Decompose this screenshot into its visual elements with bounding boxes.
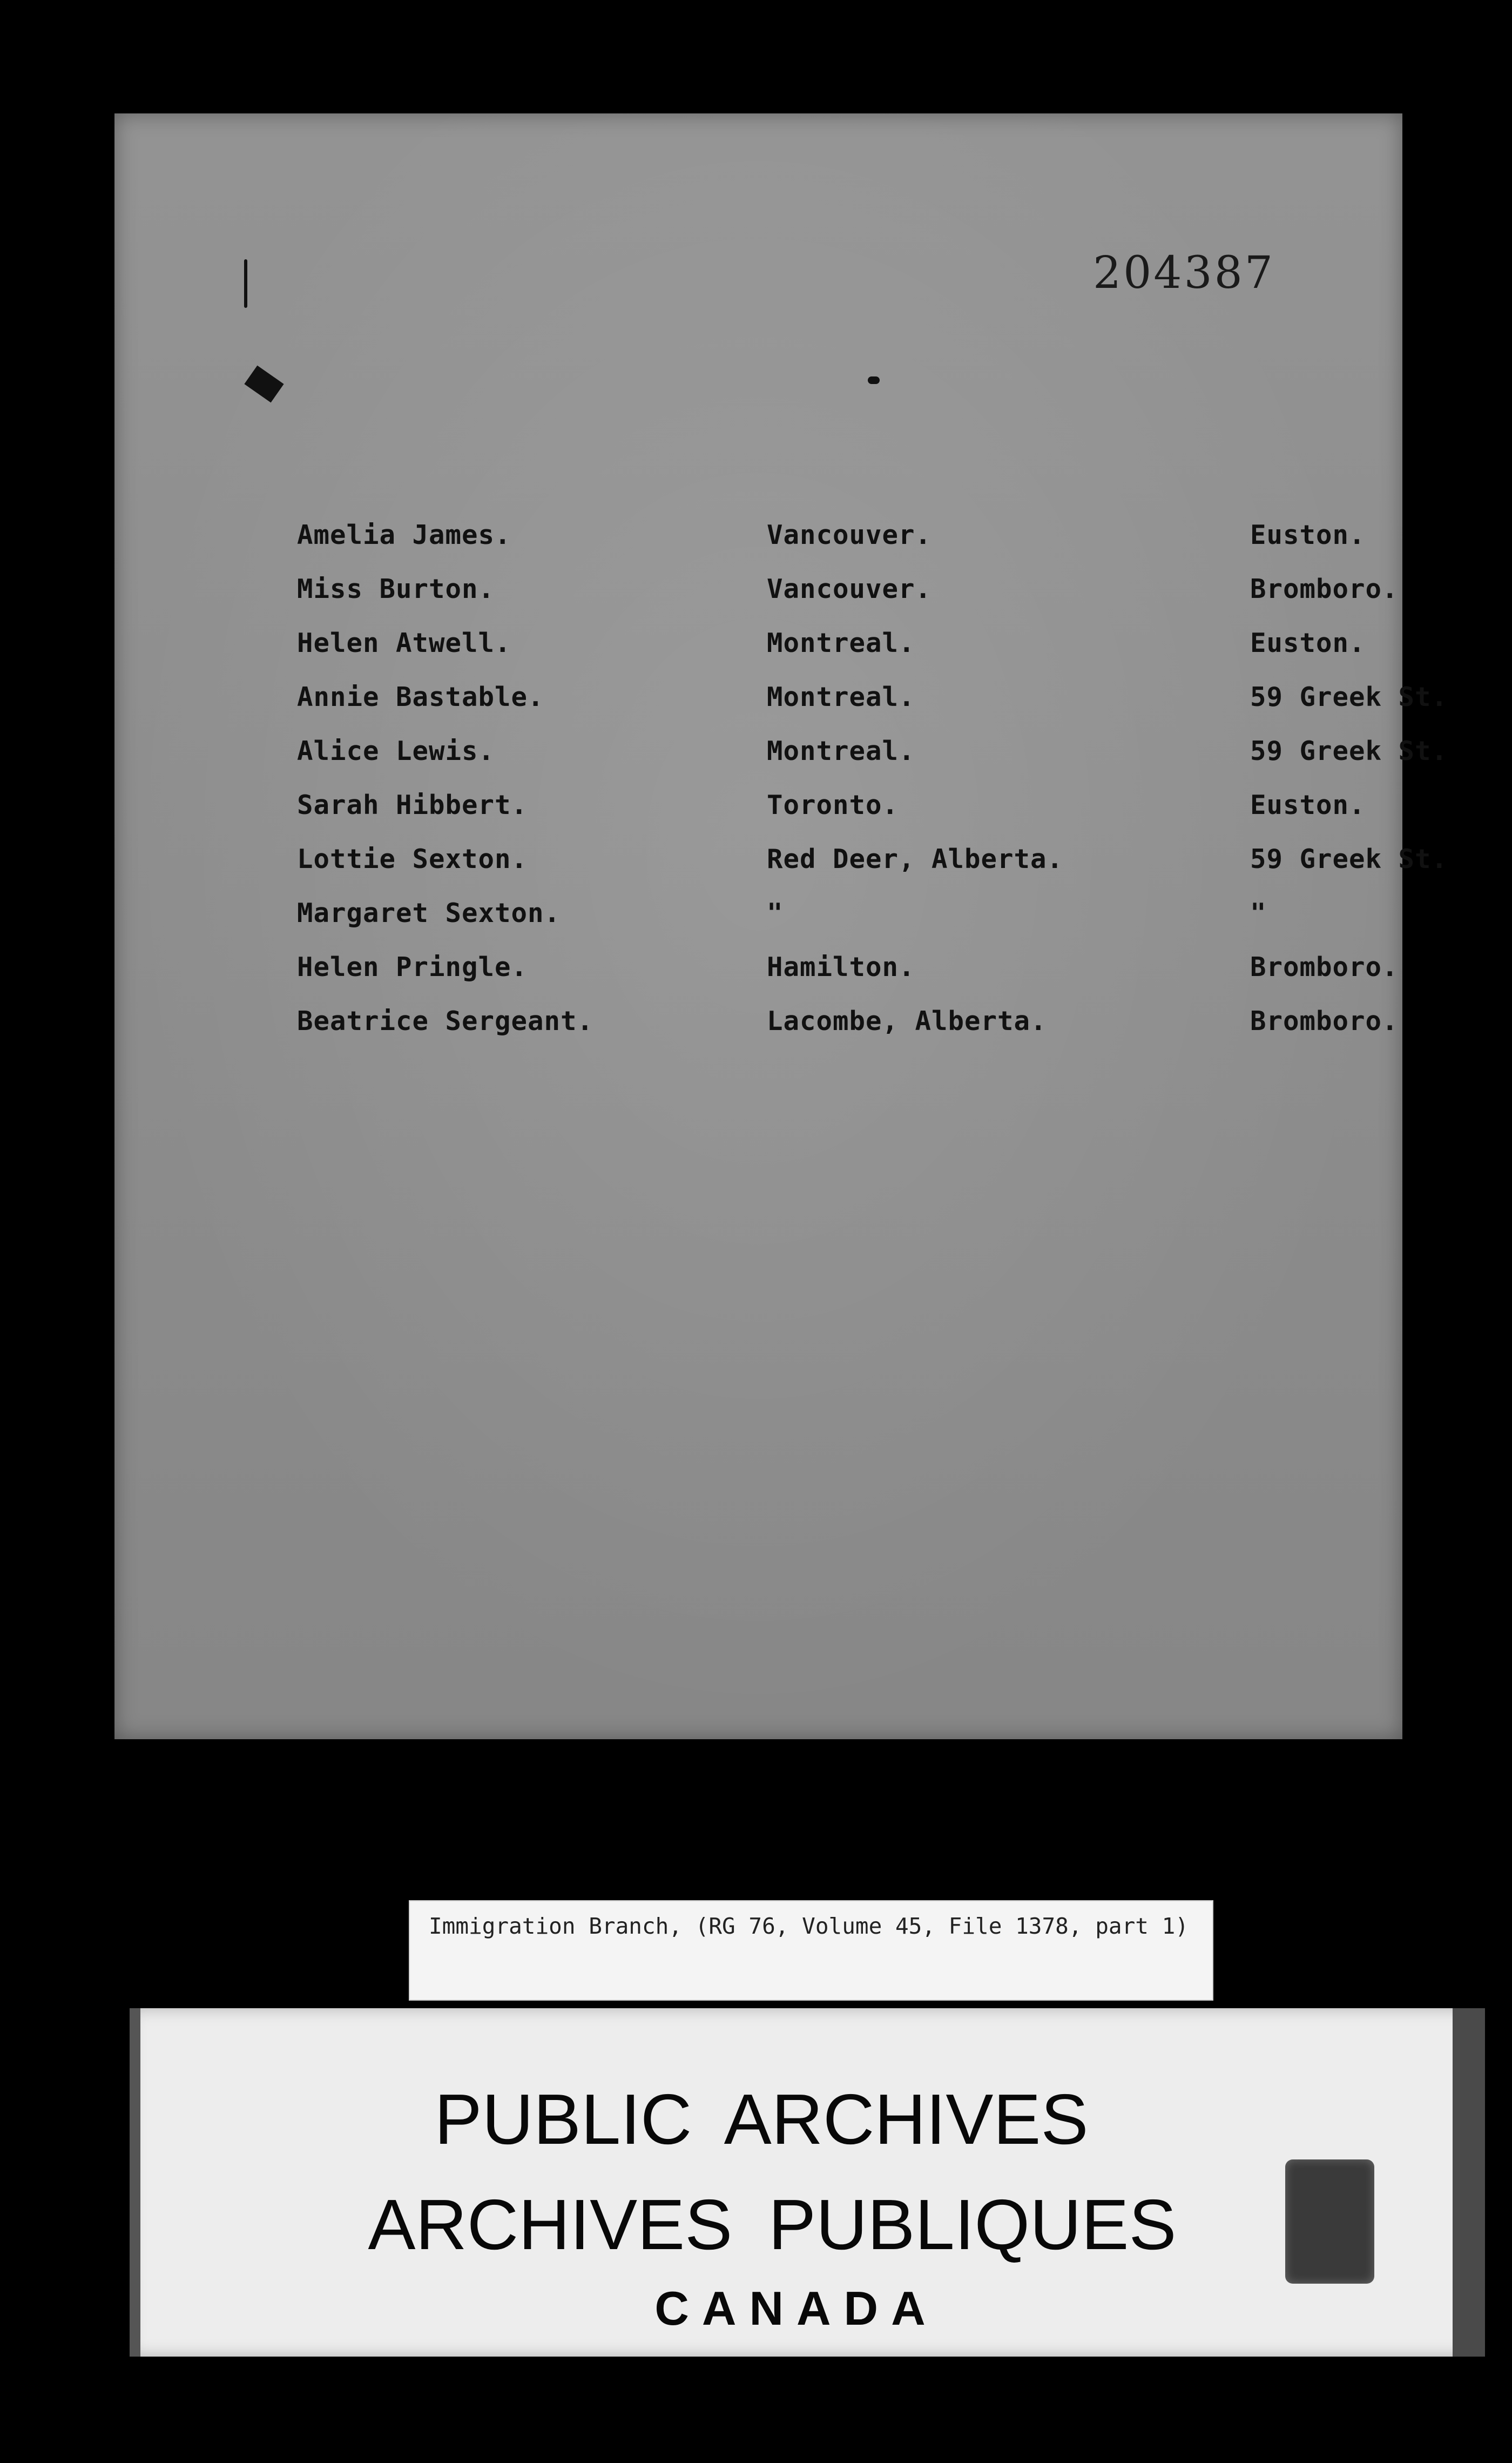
destination-city: Vancouver.	[767, 573, 932, 604]
table-row	[297, 994, 1458, 1048]
destination-city: Montreal.	[767, 735, 915, 766]
names-table	[297, 508, 1458, 1048]
archive-stamp	[130, 2008, 1485, 2357]
passenger-name: Alice Lewis.	[297, 735, 495, 766]
stamp-line-country: CANADA	[654, 2282, 939, 2335]
stamp-edge	[130, 2008, 140, 2357]
stamp-line-english: PUBLIC ARCHIVES	[434, 2080, 1089, 2159]
table-row	[297, 562, 1458, 616]
table-row	[297, 778, 1458, 832]
origin-address: Euston.	[1250, 519, 1366, 550]
table-row	[297, 616, 1458, 670]
table-row	[297, 670, 1458, 724]
destination-city: Red Deer, Alberta.	[767, 843, 1064, 874]
ink-mark	[244, 366, 284, 403]
destination-city: Lacombe, Alberta.	[767, 1005, 1047, 1037]
origin-address: 59 Greek St.	[1250, 681, 1448, 712]
destination-city: Toronto.	[767, 789, 899, 820]
stamp-line-french: ARCHIVES PUBLIQUES	[368, 2185, 1177, 2264]
passenger-name: Helen Pringle.	[297, 951, 528, 982]
origin-address: "	[1250, 897, 1267, 928]
table-row	[297, 724, 1458, 778]
origin-address: 59 Greek St.	[1250, 843, 1448, 874]
destination-city: "	[767, 897, 784, 928]
origin-address: Bromboro.	[1250, 573, 1399, 604]
destination-city: Montreal.	[767, 681, 915, 712]
binder-clip	[1285, 2159, 1374, 2284]
stamp-edge	[1453, 2008, 1485, 2357]
passenger-name: Sarah Hibbert.	[297, 789, 528, 820]
table-row	[297, 832, 1458, 886]
passenger-name: Lottie Sexton.	[297, 843, 528, 874]
table-row	[297, 940, 1458, 994]
document-page	[114, 113, 1448, 1739]
ink-mark	[868, 376, 880, 384]
origin-address: Bromboro.	[1250, 951, 1399, 982]
table-row	[297, 886, 1458, 940]
passenger-name: Amelia James.	[297, 519, 511, 550]
ink-mark	[244, 259, 247, 308]
passenger-name: Miss Burton.	[297, 573, 495, 604]
passenger-name: Margaret Sexton.	[297, 897, 561, 928]
file-number: 204387	[1092, 247, 1275, 299]
destination-city: Hamilton.	[767, 951, 915, 982]
archive-reference-text: Immigration Branch, (RG 76, Volume 45, File 1378, part 1)	[429, 1913, 1189, 1939]
archive-reference-label	[409, 1900, 1213, 2001]
passenger-name: Beatrice Sergeant.	[297, 1005, 594, 1037]
destination-city: Vancouver.	[767, 519, 932, 550]
origin-address: 59 Greek St.	[1250, 735, 1448, 766]
origin-address: Euston.	[1250, 627, 1366, 658]
destination-city: Montreal.	[767, 627, 915, 658]
table-row	[297, 508, 1458, 562]
origin-address: Euston.	[1250, 789, 1366, 820]
origin-address: Bromboro.	[1250, 1005, 1399, 1037]
passenger-name: Annie Bastable.	[297, 681, 544, 712]
passenger-name: Helen Atwell.	[297, 627, 511, 658]
